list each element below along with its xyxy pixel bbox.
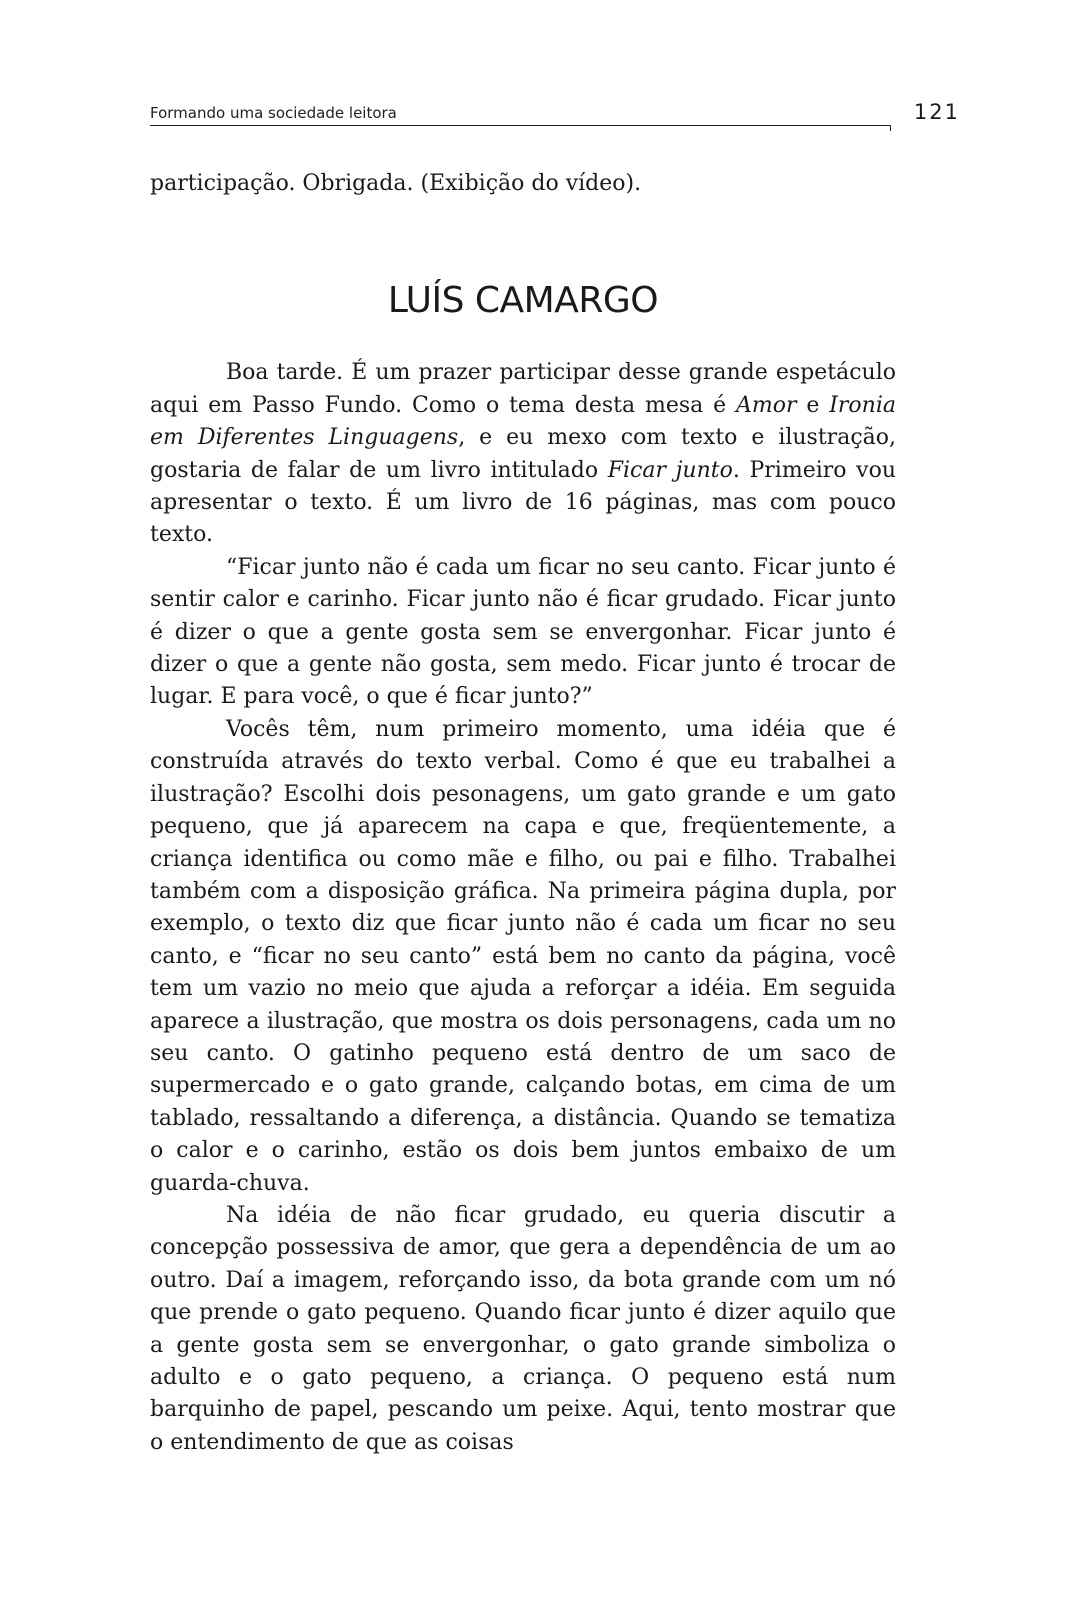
paragraph-4: Na idéia de não ficar grudado, eu queria discutir a concepção possessiva de amor, que gera a dependência de um ao outro. Daí a imagem, reforçando isso, da bota grande com um nó que prende o gato pequeno. Quando ficar junto é dizer aquilo que a gente gosta sem se envergonhar, o gato grande simboliza o adulto e o gato pequeno, a criança. O pequeno está num barquinho de papel, pescando um peixe. Aqui, tento mostrar que o entendimento de que as coisas [150, 1202, 896, 1455]
page-header [150, 100, 960, 130]
paragraph-3: Vocês têm, num primeiro momento, uma idéia que é construída através do texto verbal. Como é que eu trabalhei a ilustração? Escolhi dois pesonagens, um gato grande e um gato pequeno, que já aparecem na capa e que, freqüentemente, a criança identifica ou como mãe e filho, ou pai e filho. Trabalhei também com a disposição gráfica. Na primeira página dupla, por exemplo, o texto diz que ficar junto não é cada um ficar no seu canto, e “ficar no seu canto” está bem no canto da página, você tem um vazio no meio que ajuda a reforçar a idéia. Em seguida aparece a ilustração, que mostra os dois personagens, cada um no seu canto. O gatinho pequeno está dentro de um saco de supermercado e o gato grande, calçando botas, em cima de um tablado, ressaltando a diferença, a distância. Quando se tematiza o calor e o carinho, estão os dois bem juntos embaixo de um guarda-chuva. [150, 716, 896, 1196]
italic-amor: Amor [735, 392, 797, 418]
paragraph-1-text-c: , e eu mexo com texto e ilustração, gostaria de falar de um livro intitulado [150, 425, 896, 483]
paragraph-1-text-d: . Primeiro vou apresentar o texto. É um livro de 16 páginas, mas com pouco texto. [150, 457, 896, 548]
paragraph-2-quote: “Ficar junto não é cada um ficar no seu canto. Ficar junto é sentir calor e carinho. Ficar junto não é ficar grudado. Ficar junto é dizer o que a gente gosta sem se envergonhar. Ficar junto é dizer o que a gente não gosta, sem medo. Ficar junto é trocar de lugar. E para você, o que é ficar junto?” [150, 554, 896, 710]
paragraph-1-text-a: Boa tarde. É um prazer participar desse grande espetáculo aqui em Passo Fundo. Como o tema desta mesa é [150, 360, 896, 418]
intro-line: participação. Obrigada. (Exibição do vídeo). [150, 171, 642, 196]
page-body [150, 168, 896, 1459]
running-head: Formando uma sociedade leitora [150, 104, 397, 122]
chapter-title: LUÍS CAMARGO [387, 280, 659, 322]
header-rule-tick [890, 125, 891, 131]
paragraph-1 [150, 357, 896, 551]
paragraph-1-text-b: e [796, 392, 830, 418]
header-rule [150, 125, 890, 126]
italic-ironia: Ironia em Diferentes Linguagens [150, 392, 896, 451]
page-number: 121 [913, 100, 960, 124]
italic-book-title: Ficar junto [607, 457, 733, 483]
